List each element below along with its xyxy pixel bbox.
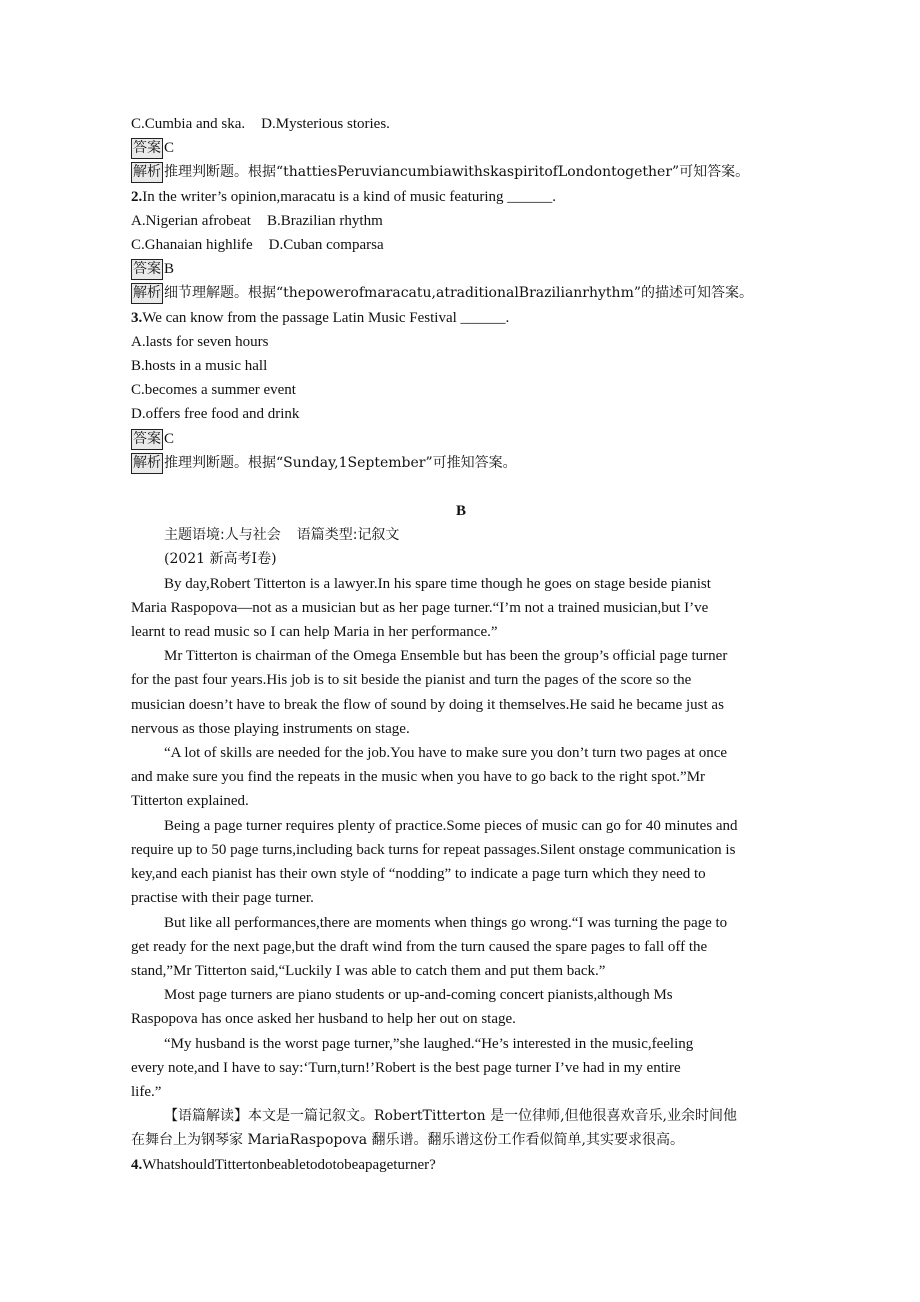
source-note: (2021 新高考Ⅰ卷) bbox=[164, 551, 277, 568]
passage-line: “A lot of skills are needed for the job.You have to make sure you don’t turn two pages at once bbox=[164, 745, 728, 762]
q2-answer bbox=[131, 257, 791, 281]
question-text: We can know from the passage Latin Music Festival ______. bbox=[142, 309, 510, 326]
q3-option-a: A.lasts for seven hours bbox=[131, 333, 269, 350]
analysis-text: 推理判断题。根据“thattiesPeruviancumbiawithskaspiritofLondontogether”可知答案。 bbox=[164, 164, 750, 181]
passage-line: practise with their page turner. bbox=[131, 890, 314, 907]
answer-tag: 答案 bbox=[131, 429, 163, 450]
passage-line: Most page turners are piano students or up-and-coming concert pianists,although Ms bbox=[164, 987, 673, 1004]
q2-option-a: A.Nigerian afrobeat bbox=[131, 212, 251, 229]
passage-line: get ready for the next page,but the draft wind from the turn caused the spare pages to fall off the bbox=[131, 938, 708, 955]
passage-line: Raspopova has once asked her husband to help her out on stage. bbox=[131, 1011, 516, 1028]
passage-line: Being a page turner requires plenty of practice.Some pieces of music can go for 40 minutes and bbox=[164, 817, 738, 834]
interpretation-label: 【语篇解读】 bbox=[164, 1108, 248, 1125]
q2-analysis bbox=[131, 281, 791, 305]
q2-option-b: B.Brazilian rhythm bbox=[266, 212, 383, 229]
q3-answer bbox=[131, 427, 791, 451]
passage-line: But like all performances,there are moments when things go wrong.“I was turning the page to bbox=[164, 914, 728, 931]
analysis-tag: 解析 bbox=[131, 453, 163, 474]
q1-options-cd bbox=[131, 112, 791, 136]
q2-options-ab bbox=[131, 209, 791, 233]
type-value: 记叙文 bbox=[357, 527, 400, 544]
document-page bbox=[131, 112, 791, 1177]
q1-option-d: D.Mysterious stories. bbox=[261, 116, 390, 132]
q1-answer bbox=[131, 136, 791, 160]
question-number: 4. bbox=[131, 1156, 143, 1173]
passage-line: Maria Raspopova—not as a musician but as her page turner.“I’m not a trained musician,but I’ve bbox=[131, 599, 709, 616]
reading-passage bbox=[131, 572, 791, 1104]
q1-analysis bbox=[131, 160, 791, 184]
interpretation-line-1 bbox=[131, 1104, 791, 1128]
analysis-text: 细节理解题。根据“thepowerofmaracatu,atraditionalBrazilianrhythm”的描述可知答案。 bbox=[164, 285, 754, 302]
theme-value: 人与社会 bbox=[224, 527, 281, 544]
passage-line: By day,Robert Titterton is a lawyer.In his spare time though he goes on stage beside pianist bbox=[164, 575, 711, 592]
question-text: In the writer’s opinion,maracatu is a kind of music featuring ______. bbox=[142, 188, 557, 205]
passage-line: require up to 50 page turns,including back turns for repeat passages.Silent onstage communication is bbox=[131, 841, 736, 858]
q1-option-c: C.Cumbia and ska. bbox=[131, 116, 246, 132]
section-title: B bbox=[455, 503, 466, 520]
passage-line: every note,and I have to say:‘Turn,turn!’Robert is the best page turner I’ve had in my entire bbox=[131, 1059, 681, 1076]
q2-option-c: C.Ghanaian highlife bbox=[131, 237, 253, 254]
q3-option-b: B.hosts in a music hall bbox=[131, 358, 268, 375]
answer-tag: 答案 bbox=[131, 138, 163, 159]
type-label: 语篇类型: bbox=[296, 527, 358, 544]
passage-line: “My husband is the worst page turner,”she laughed.“He’s interested in the music,feeling bbox=[164, 1035, 694, 1052]
passage-line: life.” bbox=[131, 1083, 162, 1100]
passage-line: for the past four years.His job is to sit beside the pianist and turn the pages of the score so the bbox=[131, 672, 692, 689]
q2-options-cd bbox=[131, 233, 791, 257]
passage-line: Titterton explained. bbox=[131, 793, 249, 810]
passage-line: and make sure you find the repeats in the music when you have to go back to the right spot.”Mr bbox=[131, 769, 706, 786]
analysis-text: 推理判断题。根据“Sunday,1September”可推知答案。 bbox=[164, 454, 517, 471]
interpretation-line-2: 在舞台上为钢琴家 MariaRaspopova 翻乐谱。翻乐谱这份工作看似简单,其实要求很高。 bbox=[131, 1132, 684, 1149]
passage-line: Mr Titterton is chairman of the Omega Ensemble but has been the group’s official page turner bbox=[164, 648, 728, 665]
passage-line: key,and each pianist has their own style of “nodding” to indicate a page turn which they need to bbox=[131, 866, 706, 883]
question-number: 2. bbox=[131, 188, 143, 205]
answer-value: C bbox=[164, 430, 175, 447]
analysis-tag: 解析 bbox=[131, 283, 163, 304]
section-meta bbox=[131, 523, 791, 547]
answer-value: B bbox=[164, 261, 175, 278]
q4-stem bbox=[131, 1153, 791, 1177]
passage-line: stand,”Mr Titterton said,“Luckily I was able to catch them and put them back.” bbox=[131, 962, 606, 979]
q3-option-d: D.offers free food and drink bbox=[131, 406, 300, 423]
passage-line: learnt to read music so I can help Maria in her performance.” bbox=[131, 624, 498, 641]
answer-tag: 答案 bbox=[131, 259, 163, 280]
question-number: 3. bbox=[131, 309, 143, 326]
passage-line: musician doesn’t have to break the flow of sound by doing it themselves.He said he became just as bbox=[131, 696, 724, 713]
analysis-tag: 解析 bbox=[131, 162, 163, 183]
interpretation-text-1: 本文是一篇记叙文。RobertTitterton 是一位律师,但他很喜欢音乐,业余时间他 bbox=[248, 1108, 738, 1125]
q2-option-d: D.Cuban comparsa bbox=[268, 237, 384, 254]
q3-option-c: C.becomes a summer event bbox=[131, 382, 296, 399]
theme-label: 主题语境: bbox=[164, 527, 225, 544]
answer-value: C bbox=[164, 140, 175, 157]
q3-stem bbox=[131, 306, 791, 330]
q2-stem bbox=[131, 185, 791, 209]
question-text: WhatshouldTittertonbeabletodotobeapageturner? bbox=[142, 1156, 436, 1173]
passage-line: nervous as those playing instruments on stage. bbox=[131, 720, 410, 737]
q3-analysis bbox=[131, 451, 791, 475]
